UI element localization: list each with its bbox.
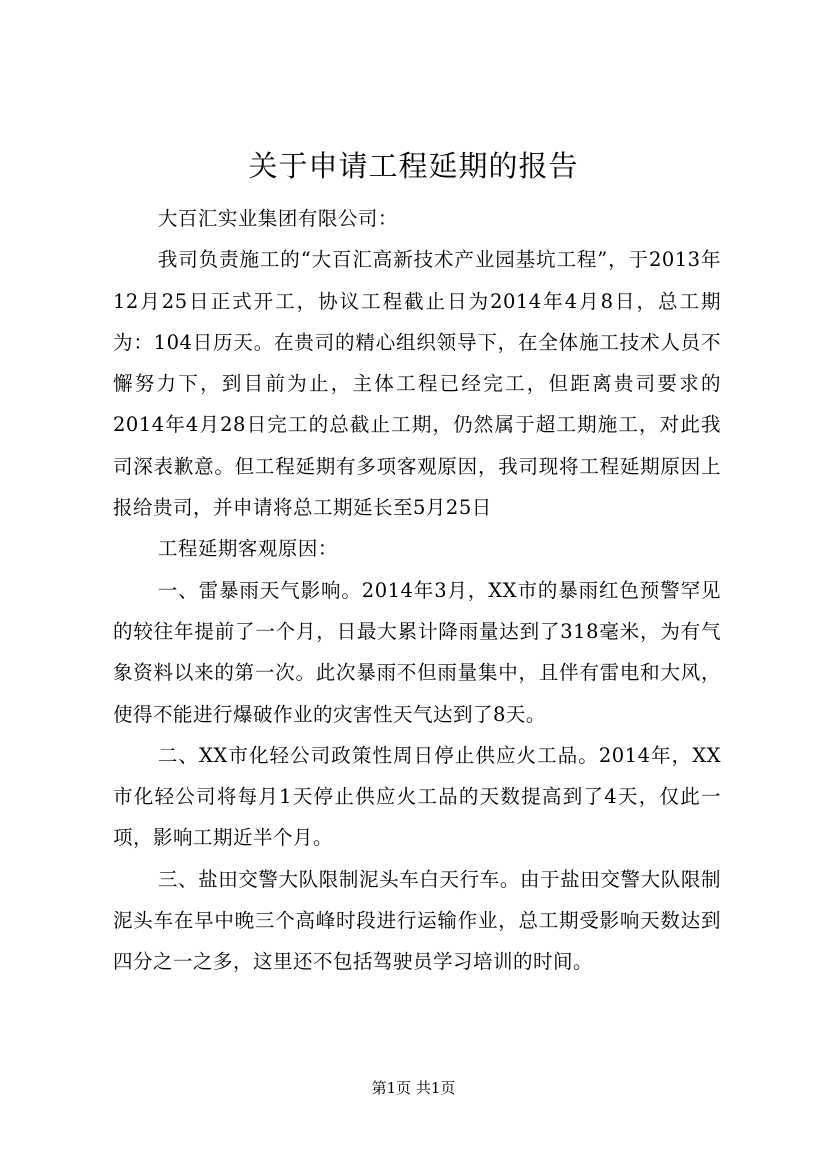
paragraph-reason-1: 一、雷暴雨天气影响。2014年3月，XX市的暴雨红色预警罕见的较往年提前了一个月，日最大累计降雨量达到了318毫米，为有气象资料以来的第一次。此次暴雨不但雨量集中，且伴有雷电和大风，使得不能进行爆破作业的灾害性天气达到了8天。 [113,578,721,726]
paragraph-reasons-heading: 工程延期客观原因： [157,537,338,561]
paragraph-reason-2: 二、XX市化轻公司政策性周日停止供应火工品。2014年，XX市化轻公司将每月1天停止供应火工品的天数提高到了4天，仅此一项，影响工期近半个月。 [113,743,721,850]
paragraph-intro: 我司负责施工的“大百汇高新技术产业园基坑工程”，于2013年12月25日正式开工，协议工程截止日为2014年4月8日，总工期为：104日历天。在贵司的精心组织领导下，在全体施工技术人员不懈努力下，到目前为止，主体工程已经完工，但距离贵司要求的2014年4月28日完工的总截止工期，仍然属于超工期施工，对此我司深表歉意。但工程延期有多项客观原因，我司现将工程延期原因上报给贵司，并申请将总工期延长至5月25日 [113,248,721,520]
page-footer: 第1页 共1页 [371,1079,456,1097]
paragraph-reason-3: 三、盐田交警大队限制泥头车白天行车。由于盐田交警大队限制泥头车在早中晚三个高峰时段进行运输作业，总工期受影响天数达到四分之一之多，这里还不包括驾驶员学习培训的时间。 [113,867,721,974]
salutation: 大百汇实业集团有限公司： [157,207,398,230]
document-title: 关于申请工程延期的报告 [248,149,579,183]
document-body [113,198,721,983]
